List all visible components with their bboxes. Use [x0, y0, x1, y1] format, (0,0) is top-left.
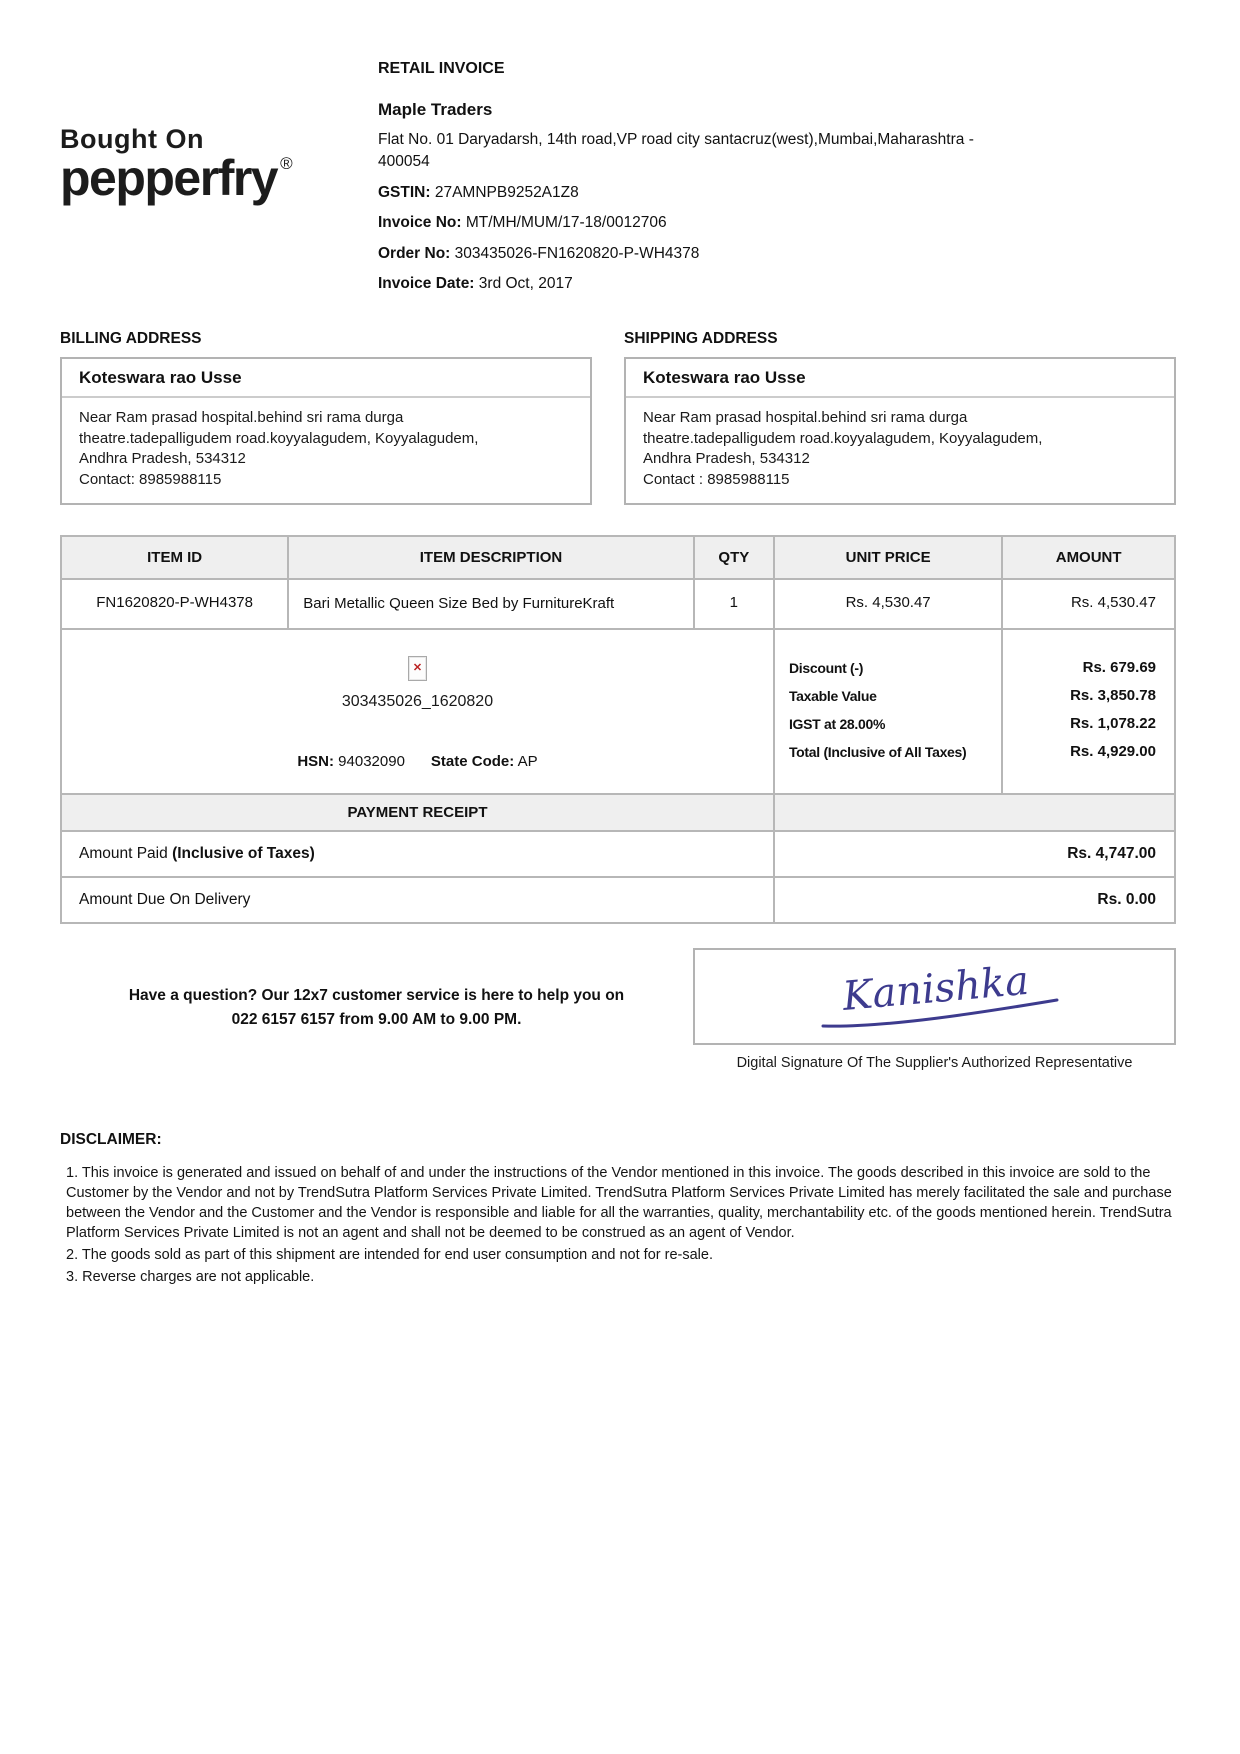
order-no-line — [378, 243, 1176, 265]
col-header-item-id: ITEM ID — [61, 536, 288, 579]
taxable-value-value: Rs. 3,850.78 — [1070, 686, 1156, 704]
item-image-and-hsn-cell — [61, 629, 774, 794]
support-line1: Have a question? Our 12x7 customer service is here to help you on — [128, 986, 625, 1004]
shipping-address-title: SHIPPING ADDRESS — [624, 329, 778, 347]
customer-service-note — [60, 948, 693, 1071]
signature-box — [693, 948, 1176, 1045]
disclaimer-item-1: 1. This invoice is generated and issued on behalf of and under the instructions of the Vendor mentioned in this invoice. The goods described in this invoice are sold to the Customer by the Vendor and not by TrendSutra Platform Services Private Limited. TrendSutra Platform Services Private Limited has merely facilitated the sale and purchase between the Vendor and the Customer and the Vendor is responsible and liable for all the warranties, quality, merchantability etc. of the goods mentioned herein. TrendSutra Platform Services Private Limited is not an agent and shall not be deemed to be construed as an agent of Vendor. — [66, 1164, 1172, 1241]
col-header-unit-price: UNIT PRICE — [774, 536, 1002, 579]
shipping-contact: Contact : 8985988115 — [643, 470, 790, 488]
payment-receipt-header-row — [61, 794, 1175, 831]
logo-bought-on-text: Bought On — [60, 124, 204, 154]
discount-label: Discount (-) — [788, 659, 864, 676]
product-reference: 303435026_1620820 — [341, 692, 494, 710]
order-no-label: Order No: — [378, 244, 451, 262]
document-title: RETAIL INVOICE — [378, 60, 505, 77]
amount-paid-label: Amount Paid (Inclusive of Taxes) — [61, 831, 774, 877]
invoice-no-line — [378, 212, 1176, 234]
discount-value: Rs. 679.69 — [1082, 658, 1156, 676]
order-no-value: 303435026-FN1620820-P-WH4378 — [454, 244, 700, 262]
vendor-name: Maple Traders — [378, 100, 493, 119]
amount-paid-value: Rs. 4,747.00 — [774, 831, 1175, 877]
items-table — [60, 535, 1176, 924]
billing-recipient-name: Koteswara rao Usse — [62, 359, 590, 398]
billing-address-body — [62, 398, 590, 503]
registered-trademark-icon: ® — [280, 154, 293, 173]
support-line2: 022 6157 6157 from 9.00 AM to 9.00 PM. — [231, 1010, 522, 1028]
disclaimer-title: DISCLAIMER: — [60, 1130, 162, 1148]
billing-address-title: BILLING ADDRESS — [60, 329, 202, 347]
pepperfry-logo — [60, 60, 378, 304]
item-id-cell: FN1620820-P-WH4378 — [61, 579, 288, 629]
hsn-state-line — [72, 753, 763, 770]
shipping-address-text: Near Ram prasad hospital.behind sri rama durga theatre.tadepalligudem road.koyyalagudem, Koyyalagudem, Andhra Pradesh, 534312 — [643, 408, 1043, 468]
gstin-line — [378, 182, 1176, 204]
total-value: Rs. 4,929.00 — [1070, 742, 1156, 760]
broken-image-icon: ✕ — [408, 656, 427, 681]
table-row — [61, 579, 1175, 629]
shipping-address-body — [626, 398, 1174, 503]
amount-due-label: Amount Due On Delivery — [61, 877, 774, 923]
state-code-label: State Code: — [430, 752, 515, 770]
invoice-no-label: Invoice No: — [378, 214, 462, 232]
state-code-value: AP — [517, 752, 538, 770]
col-header-item-description: ITEM DESCRIPTION — [288, 536, 694, 579]
amount-due-value: Rs. 0.00 — [774, 877, 1175, 923]
taxable-value-label: Taxable Value — [788, 687, 877, 704]
footer-section — [60, 948, 1176, 1071]
signature-caption: Digital Signature Of The Supplier's Authorized Representative — [736, 1054, 1133, 1071]
totals-labels-cell — [774, 629, 1002, 794]
disclaimer-item-2: 2. The goods sold as part of this shipment are intended for end user consumption and not for re-sale. — [66, 1246, 713, 1263]
amount-paid-row — [61, 831, 1175, 877]
billing-address-section — [60, 330, 592, 505]
billing-address-text: Near Ram prasad hospital.behind sri rama durga theatre.tadepalligudem road.koyyalagudem, Koyyalagudem, Andhra Pradesh, 534312 — [79, 408, 479, 468]
signature-image — [765, 950, 1105, 1042]
total-label: Total (Inclusive of All Taxes) — [788, 743, 967, 760]
col-header-qty: QTY — [694, 536, 774, 579]
invoice-no-value: MT/MH/MUM/17-18/0012706 — [465, 214, 667, 232]
addresses-section — [60, 330, 1176, 505]
shipping-recipient-name: Koteswara rao Usse — [626, 359, 1174, 398]
disclaimer-section — [60, 1131, 1176, 1287]
vendor-address: Flat No. 01 Daryadarsh, 14th road,VP road city santacruz(west),Mumbai,Maharashtra - 400054 — [378, 131, 974, 171]
amount-due-row — [61, 877, 1175, 923]
billing-contact: Contact: 8985988115 — [79, 470, 222, 488]
gstin-label: GSTIN: — [378, 183, 431, 201]
items-table-header-row — [61, 536, 1175, 579]
logo-pepperfry-text: pepperfry ® — [60, 150, 293, 206]
item-qty-cell: 1 — [694, 579, 774, 629]
item-detail-and-totals-row — [61, 629, 1175, 794]
disclaimer-item-3: 3. Reverse charges are not applicable. — [66, 1268, 315, 1285]
shipping-address-box — [624, 357, 1176, 505]
hsn-value: 94032090 — [338, 752, 405, 770]
invoice-date-line — [378, 273, 1176, 295]
invoice-date-label: Invoice Date: — [378, 275, 475, 293]
invoice-date-value: 3rd Oct, 2017 — [478, 275, 573, 293]
totals-values-cell — [1002, 629, 1175, 794]
igst-label: IGST at 28.00% — [788, 715, 886, 732]
item-description-cell: Bari Metallic Queen Size Bed by FurnitureKraft — [288, 579, 694, 629]
igst-value: Rs. 1,078.22 — [1070, 714, 1156, 732]
signature-section — [693, 948, 1176, 1071]
invoice-header — [60, 60, 1176, 304]
item-amount-cell: Rs. 4,530.47 — [1002, 579, 1175, 629]
gstin-value: 27AMNPB9252A1Z8 — [434, 183, 579, 201]
hsn-label: HSN: — [297, 752, 334, 770]
billing-address-box — [60, 357, 592, 505]
payment-receipt-title: PAYMENT RECEIPT — [61, 794, 774, 831]
shipping-address-section — [624, 330, 1176, 505]
vendor-details — [378, 60, 1176, 304]
payment-receipt-header-spacer — [774, 794, 1175, 831]
col-header-amount: AMOUNT — [1002, 536, 1175, 579]
signature-handwriting: Kanishka — [840, 958, 1031, 1021]
item-unit-price-cell: Rs. 4,530.47 — [774, 579, 1002, 629]
